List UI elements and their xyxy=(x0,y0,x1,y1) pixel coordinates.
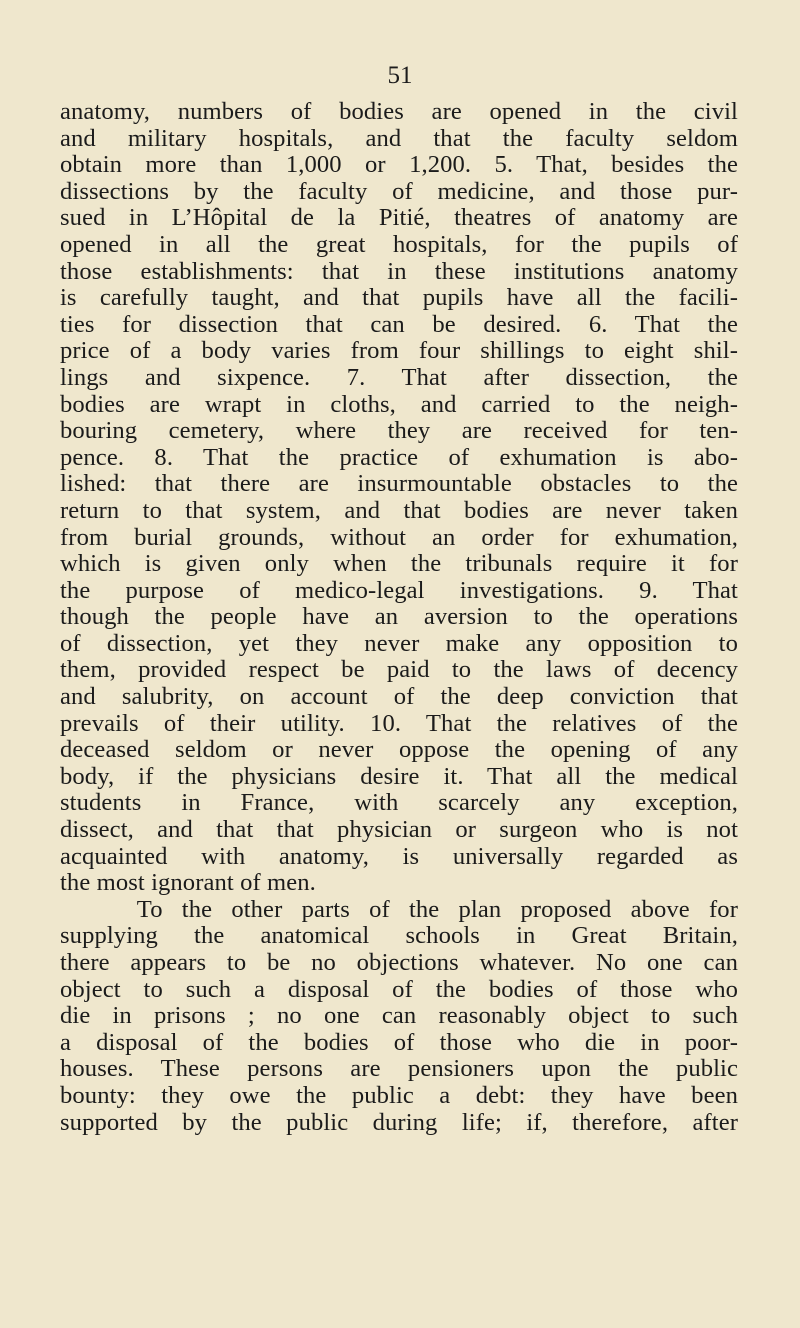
text-line: lings and sixpence. 7. That after dissection, the xyxy=(60,363,738,391)
text-line: a disposal of the bodies of those who die in poor- xyxy=(60,1028,738,1056)
text-line: from burial grounds, without an order for exhumation, xyxy=(60,523,738,551)
text-line: them, provided respect be paid to the laws of decency xyxy=(60,656,738,684)
text-line: students in France, with scarcely any exception, xyxy=(60,789,738,817)
text-line: object to such a disposal of the bodies of those who xyxy=(60,975,738,1003)
text-line: acquainted with anatomy, is universally regarded as xyxy=(60,842,738,870)
text-line: bounty: they owe the public a debt: they have been xyxy=(60,1081,738,1109)
text-line: is carefully taught, and that pupils have all the facili- xyxy=(60,284,738,312)
text-line: though the people have an aversion to the operations xyxy=(60,603,738,631)
text-line: price of a body varies from four shillings to eight shil- xyxy=(60,337,738,365)
text-line: supported by the public during life; if, therefore, after xyxy=(60,1108,738,1136)
text-line: houses. These persons are pensioners upon the public xyxy=(60,1055,738,1083)
text-line: ties for dissection that can be desired. 6. That the xyxy=(60,310,738,338)
text-line: and military hospitals, and that the faculty seldom xyxy=(60,124,738,152)
text-line: which is given only when the tribunals require it for xyxy=(60,550,738,578)
text-line: anatomy, numbers of bodies are opened in the civil xyxy=(60,98,738,125)
text-line: bouring cemetery, where they are received for ten- xyxy=(60,417,738,445)
text-line: and salubrity, on account of the deep conviction that xyxy=(60,683,738,711)
text-line: the purpose of medico-legal investigations. 9. That xyxy=(60,576,738,604)
text-line: return to that system, and that bodies are never taken xyxy=(60,496,738,524)
text-line: supplying the anatomical schools in Great Britain, xyxy=(60,922,738,950)
text-line: sued in L’Hôpital de la Pitié, theatres of anatomy are xyxy=(60,204,738,232)
text-line: of dissection, yet they never make any opposition to xyxy=(60,629,738,657)
text-line: body, if the physicians desire it. That all the medical xyxy=(60,762,738,790)
text-line: dissections by the faculty of medicine, and those pur- xyxy=(60,177,738,205)
text-line: obtain more than 1,000 or 1,200. 5. That, besides the xyxy=(60,151,738,179)
text-line: To the other parts of the plan proposed above for xyxy=(60,895,738,923)
text-line: the most ignorant of men. xyxy=(60,869,316,897)
text-line: pence. 8. That the practice of exhumation is abo- xyxy=(60,443,738,471)
text-line: there appears to be no objections whatever. No one can xyxy=(60,949,738,976)
text-line: bodies are wrapt in cloths, and carried to the neigh- xyxy=(60,390,738,418)
body-text xyxy=(60,99,738,1136)
page-number: 51 xyxy=(387,62,413,89)
text-line: those establishments: that in these institutions anatomy xyxy=(60,257,738,285)
text-line: lished: that there are insurmountable obstacles to the xyxy=(60,470,738,498)
text-line: deceased seldom or never oppose the opening of any xyxy=(60,736,738,764)
text-line: opened in all the great hospitals, for the pupils of xyxy=(60,230,738,258)
text-line: prevails of their utility. 10. That the relatives of the xyxy=(60,709,738,737)
text-line: dissect, and that that physician or surgeon who is not xyxy=(60,816,738,844)
text-line: die in prisons ; no one can reasonably object to such xyxy=(60,1002,738,1030)
